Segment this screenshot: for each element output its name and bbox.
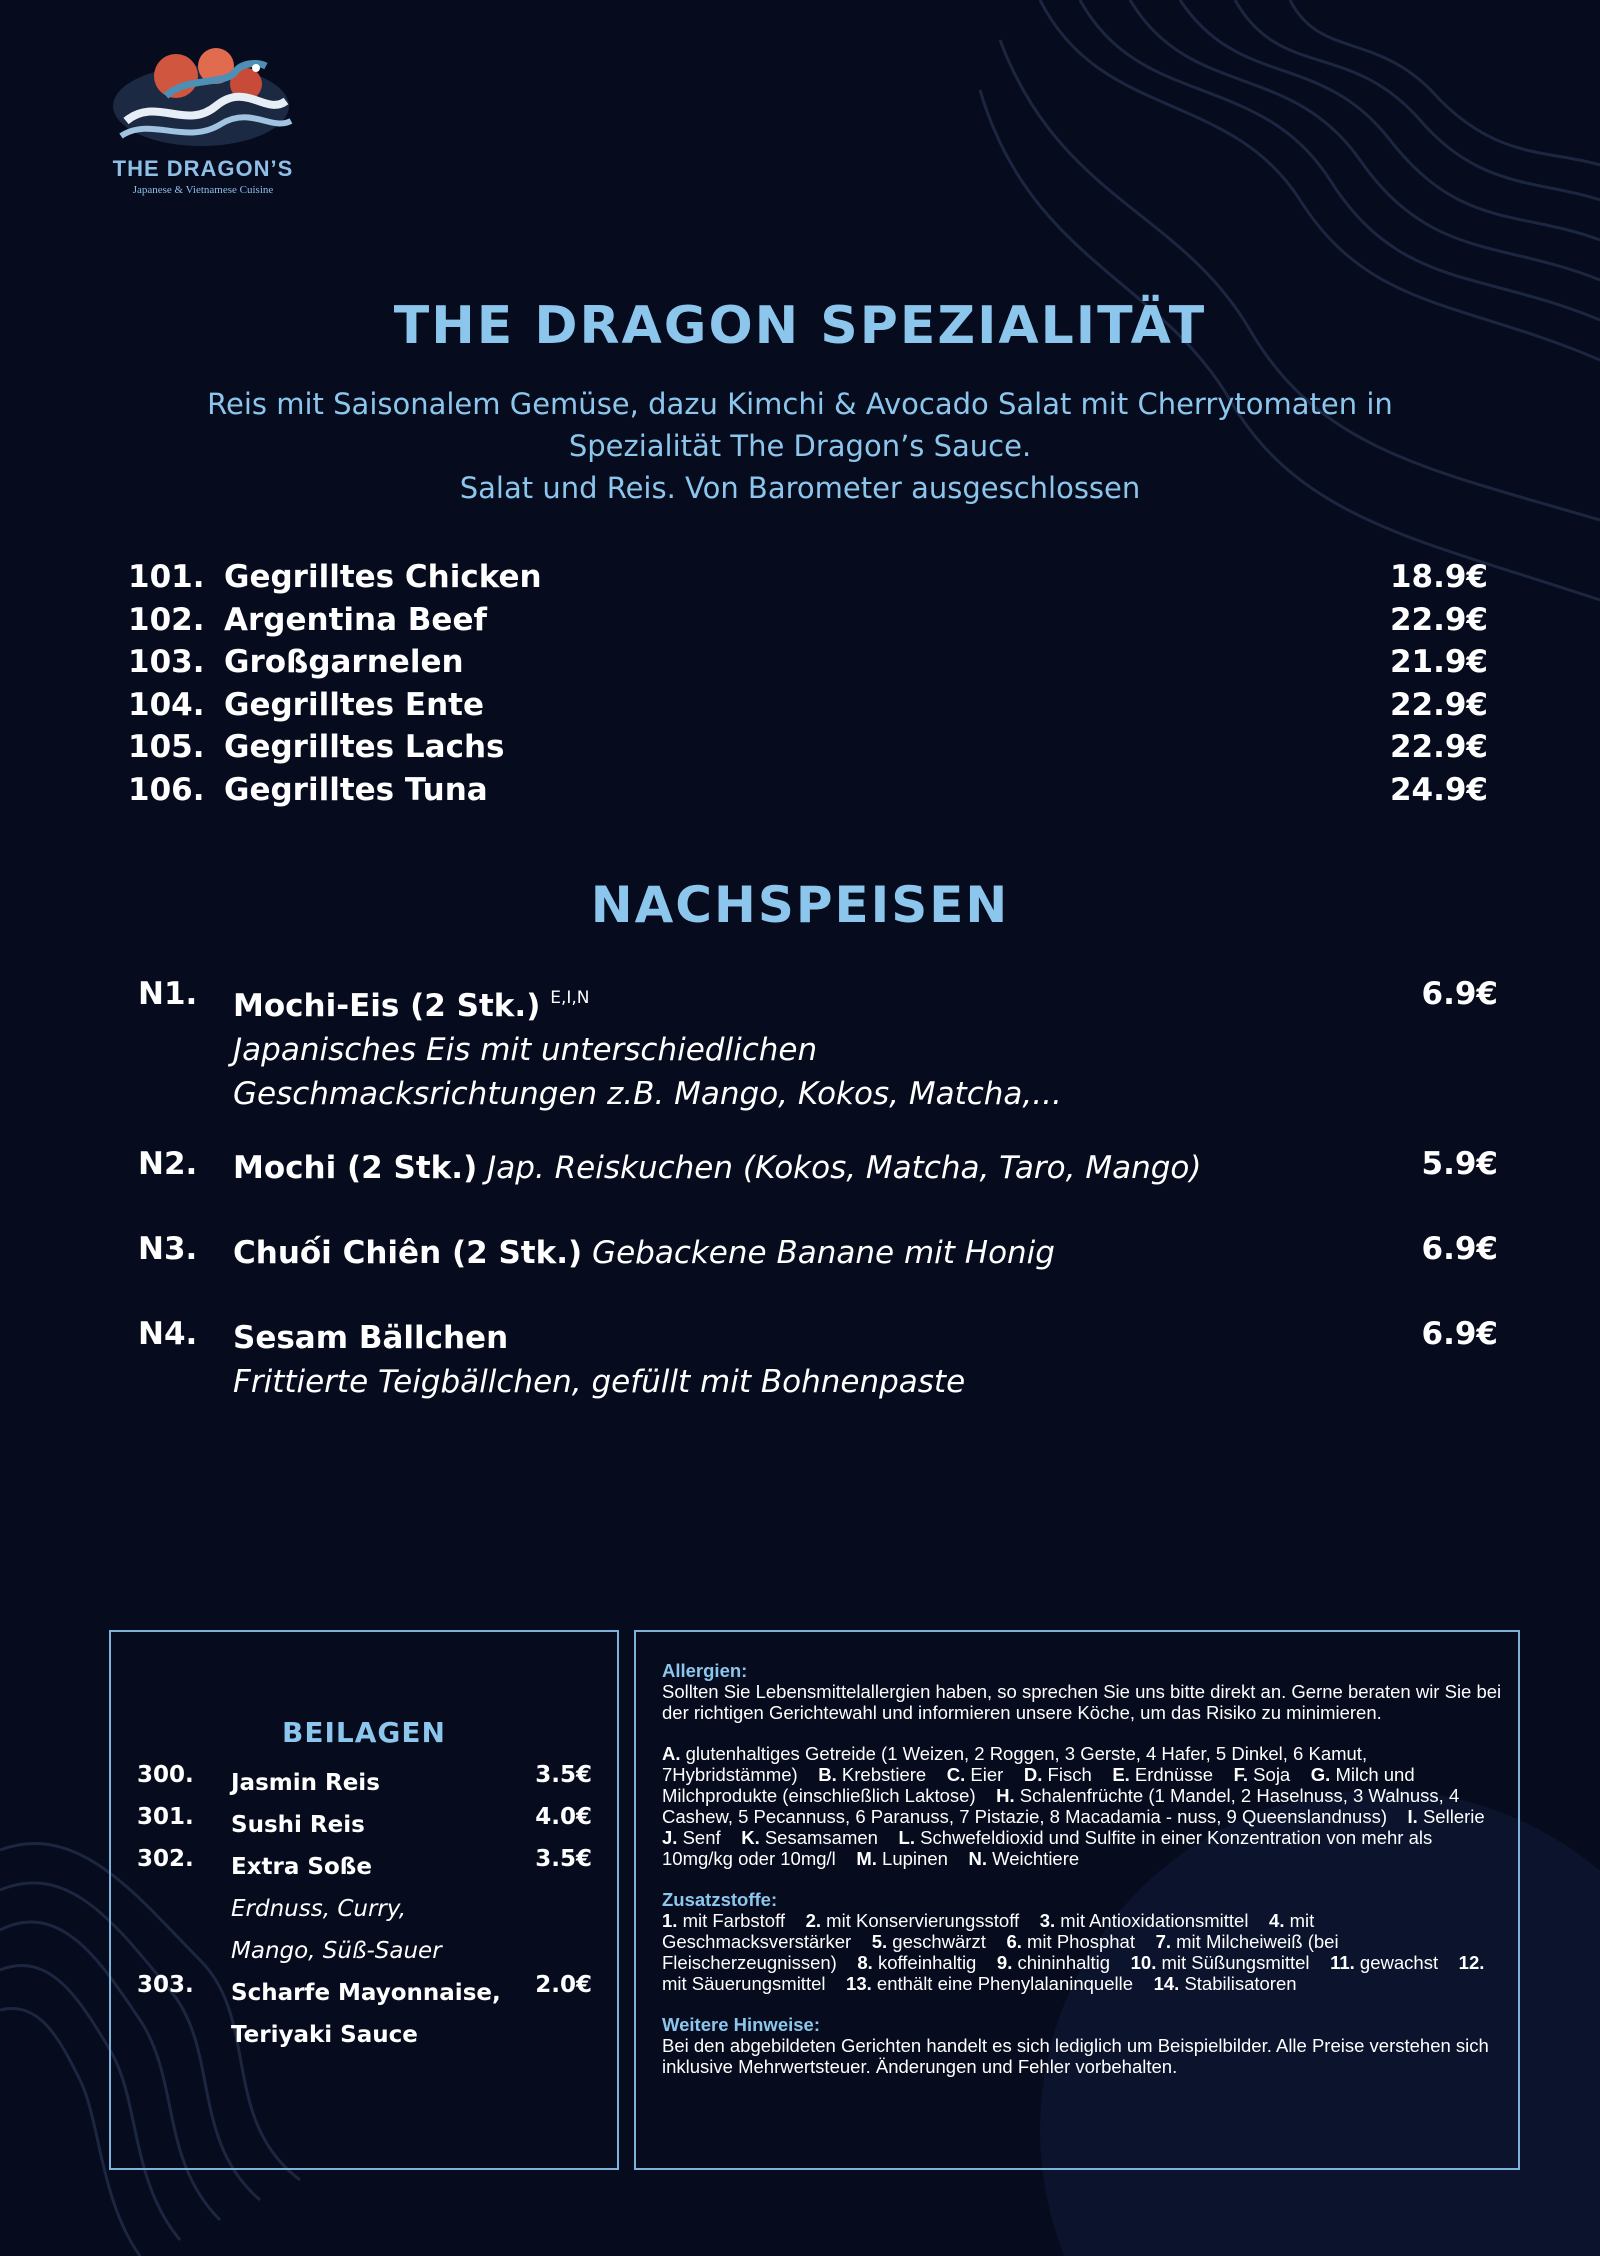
- code-label: D.: [1023, 1764, 1043, 1785]
- code-label: 5.: [871, 1931, 888, 1952]
- item-number: N1.: [138, 976, 198, 1012]
- item-price: 2.0€: [535, 1972, 592, 1998]
- side-item: [137, 1762, 592, 1804]
- code-label: J.: [662, 1827, 678, 1848]
- specials-title: THE DRAGON SPEZIALITÄT: [393, 296, 1207, 356]
- additives-list: [662, 1910, 1502, 1994]
- code-text: Milch und Milchprodukte (einschließlich Laktose): [662, 1764, 1415, 1806]
- item-name: Gegrilltes Tuna: [224, 771, 488, 808]
- restaurant-logo: [88, 36, 318, 206]
- code-label: 8.: [857, 1952, 873, 1973]
- side-item: [137, 1972, 592, 2056]
- notes-text: Bei den abgebildeten Gerichten handelt es sich lediglich um Beispielbilder. Alle Preise verstehen sich inklusive Mehrwertsteuer. Änderungen und Fehler vorbehalten.: [662, 2035, 1489, 2077]
- code-label: B.: [818, 1764, 837, 1785]
- code-text: Sellerie: [1417, 1806, 1485, 1827]
- code-text: chininhaltig: [1012, 1952, 1111, 1973]
- code-label: N.: [968, 1848, 987, 1869]
- item-number: 101.: [128, 559, 205, 596]
- code-text: enthält eine Phenylalaninquelle: [871, 1973, 1134, 1994]
- item-description: Mango, Süß-Sauer: [231, 1938, 442, 1964]
- item-number: 301.: [137, 1804, 194, 1830]
- item-price: 3.5€: [535, 1762, 592, 1788]
- item-name: Sushi Reis: [231, 1812, 365, 1838]
- code-text: mit Süßungsmittel: [1156, 1952, 1310, 1973]
- item-name: Großgarnelen: [224, 644, 464, 681]
- item-number: 303.: [137, 1972, 194, 1998]
- side-item: [137, 1804, 592, 1846]
- code-text: koffeinhaltig: [872, 1952, 977, 1973]
- subtitle-line: Spezialität The Dragon’s Sauce.: [568, 429, 1032, 463]
- menu-item: [128, 641, 1488, 684]
- item-name: Gegrilltes Ente: [224, 686, 485, 723]
- item-price: 4.0€: [535, 1804, 592, 1830]
- item-price: 6.9€: [1421, 976, 1498, 1012]
- code-label: 13.: [846, 1973, 872, 1994]
- code-label: 2.: [805, 1910, 822, 1931]
- item-number: 106.: [128, 771, 205, 808]
- item-number: 102.: [128, 601, 205, 638]
- code-label: G.: [1310, 1764, 1331, 1785]
- code-label: F.: [1233, 1764, 1249, 1785]
- code-text: Eier: [965, 1764, 1004, 1785]
- item-price: 22.9€: [1389, 601, 1488, 638]
- dragon-logo-icon: [106, 36, 296, 156]
- code-text: mit Geschmacksverstärker: [662, 1910, 1315, 1952]
- item-name-line2: Teriyaki Sauce: [231, 2022, 418, 2048]
- code-label: 4.: [1269, 1910, 1285, 1931]
- menu-item: [128, 726, 1488, 769]
- code-label: K.: [741, 1827, 760, 1848]
- code-label: 3.: [1039, 1910, 1056, 1931]
- code-label: L.: [898, 1827, 915, 1848]
- code-text: mit Phosphat: [1021, 1931, 1135, 1952]
- item-price: 21.9€: [1389, 644, 1488, 681]
- item-number: 300.: [137, 1762, 194, 1788]
- menu-item: [128, 599, 1488, 642]
- item-name: Mochi-Eis (2 Stk.): [233, 988, 541, 1024]
- code-label: 9.: [996, 1952, 1013, 1973]
- sides-box: [109, 1630, 619, 2170]
- item-description: Frittierte Teigbällchen, gefüllt mit Bohnenpaste: [233, 1364, 966, 1400]
- item-price: 6.9€: [1421, 1231, 1498, 1267]
- item-number: 105.: [128, 729, 205, 766]
- item-price: 24.9€: [1389, 771, 1488, 808]
- item-description: Jap. Reiskuchen (Kokos, Matcha, Taro, Mango): [487, 1150, 1202, 1186]
- desserts-title: NACHSPEISEN: [590, 876, 1010, 934]
- code-text: Soja: [1248, 1764, 1291, 1785]
- code-text: Stabilisatoren: [1179, 1973, 1297, 1994]
- item-name: Argentina Beef: [224, 601, 487, 638]
- side-item: [137, 1846, 592, 1972]
- sides-title: BEILAGEN: [282, 1716, 446, 1749]
- item-number: N3.: [138, 1231, 198, 1267]
- logo-name: THE DRAGON’S: [112, 156, 294, 181]
- code-text: geschwärzt: [887, 1931, 986, 1952]
- item-price: 6.9€: [1421, 1316, 1498, 1352]
- code-label: H.: [996, 1785, 1015, 1806]
- item-name: Mochi (2 Stk.): [233, 1150, 478, 1186]
- allergen-codes: E,I,N: [550, 988, 590, 1008]
- item-name: Jasmin Reis: [231, 1770, 380, 1796]
- code-text: mit Farbstoff: [677, 1910, 786, 1931]
- item-number: 103.: [128, 644, 205, 681]
- allergy-text: Sollten Sie Lebensmittelallergien haben, so sprechen Sie uns bitte direkt an. Gerne beraten wir Sie bei der richtigen Gerichtewahl und informieren unsere Köche, um das Risiko zu minimieren.: [662, 1681, 1502, 1723]
- code-text: mit Säuerungsmittel: [662, 1973, 826, 1994]
- item-name: Scharfe Mayonnaise,: [231, 1980, 501, 2006]
- code-text: glutenhaltiges Getreide (1 Weizen, 2 Roggen, 3 Gerste, 4 Hafer, 5 Dinkel, 6 Kamut, 7Hybridstämme): [662, 1743, 1368, 1785]
- logo-tagline: Japanese & Vietnamese Cuisine: [132, 184, 274, 196]
- item-number: N4.: [138, 1316, 198, 1352]
- specials-subtitle: [100, 383, 1500, 509]
- code-text: Fisch: [1042, 1764, 1092, 1785]
- menu-item: [128, 684, 1488, 727]
- code-text: mit Milcheiweiß (bei Fleischerzeugnissen): [662, 1931, 1339, 1973]
- dessert-item: [138, 976, 1498, 1112]
- item-name: Gegrilltes Chicken: [224, 559, 542, 596]
- item-description: Erdnuss, Curry,: [231, 1896, 407, 1922]
- additives-heading: Zusatzstoffe:: [662, 1889, 778, 1910]
- item-price: 3.5€: [535, 1846, 592, 1872]
- code-text: gewachst: [1354, 1952, 1439, 1973]
- specials-list: [128, 556, 1488, 811]
- code-text: Erdnüsse: [1129, 1764, 1214, 1785]
- code-text: Lupinen: [876, 1848, 948, 1869]
- code-label: 10.: [1130, 1952, 1157, 1973]
- allergen-codes-list: [662, 1743, 1502, 1869]
- menu-item: [128, 556, 1488, 599]
- item-name: Sesam Bällchen: [233, 1320, 509, 1356]
- code-text: Schwefeldioxid und Sulfite in einer Konzentration von mehr als 10mg/kg oder 10mg/l: [662, 1827, 1433, 1869]
- code-label: M.: [856, 1848, 877, 1869]
- dessert-item: [138, 1146, 1498, 1190]
- code-label: 12.: [1458, 1952, 1485, 1973]
- code-label: 11.: [1330, 1952, 1355, 1973]
- code-text: Senf: [677, 1827, 721, 1848]
- code-text: mit Antioxidationsmittel: [1055, 1910, 1249, 1931]
- code-label: A.: [662, 1743, 681, 1764]
- allergy-info-box: [634, 1630, 1520, 2170]
- subtitle-line: Reis mit Saisonalem Gemüse, dazu Kimchi & Avocado Salat mit Cherrytomaten in: [207, 387, 1393, 421]
- code-label: 14.: [1153, 1973, 1180, 1994]
- item-description: Gebackene Banane mit Honig: [592, 1235, 1055, 1271]
- item-price: 18.9€: [1389, 559, 1488, 596]
- code-text: Schalenfrüchte (1 Mandel, 2 Haselnuss, 3 Walnuss, 4 Cashew, 5 Pecannuss, 6 Paranuss, 7 Pistazie, 8 Macadamia - nuss, 9 Queenslandnuss): [662, 1785, 1460, 1827]
- menu-item: [128, 769, 1488, 812]
- code-label: C.: [946, 1764, 966, 1785]
- item-name: Chuối Chiên (2 Stk.): [233, 1235, 583, 1271]
- code-label: 6.: [1006, 1931, 1022, 1952]
- subtitle-line: Salat und Reis. Von Barometer ausgeschlossen: [459, 471, 1141, 505]
- item-number: N2.: [138, 1146, 198, 1182]
- code-text: Sesamsamen: [759, 1827, 878, 1848]
- code-text: Weichtiere: [986, 1848, 1080, 1869]
- item-price: 5.9€: [1421, 1146, 1498, 1182]
- item-price: 22.9€: [1389, 729, 1488, 766]
- item-description: Japanisches Eis mit unterschiedlichen: [233, 1032, 818, 1068]
- allergy-heading: Allergien:: [662, 1660, 748, 1681]
- code-text: Krebstiere: [836, 1764, 927, 1785]
- code-label: E.: [1112, 1764, 1130, 1785]
- item-number: 104.: [128, 686, 205, 723]
- dessert-item: [138, 1231, 1498, 1275]
- code-text: mit Konservierungsstoff: [821, 1910, 1020, 1931]
- item-name: Extra Soße: [231, 1854, 372, 1880]
- code-label: 7.: [1155, 1931, 1171, 1952]
- item-price: 22.9€: [1389, 686, 1488, 723]
- code-label: I.: [1407, 1806, 1418, 1827]
- allergy-info: [662, 1660, 1502, 2097]
- item-description: Geschmacksrichtungen z.B. Mango, Kokos, Matcha,...: [233, 1076, 1062, 1112]
- item-name: Gegrilltes Lachs: [224, 729, 505, 766]
- notes-heading: Weitere Hinweise:: [662, 2014, 820, 2035]
- dessert-item: [138, 1316, 1498, 1404]
- code-label: 1.: [662, 1910, 678, 1931]
- item-number: 302.: [137, 1846, 194, 1872]
